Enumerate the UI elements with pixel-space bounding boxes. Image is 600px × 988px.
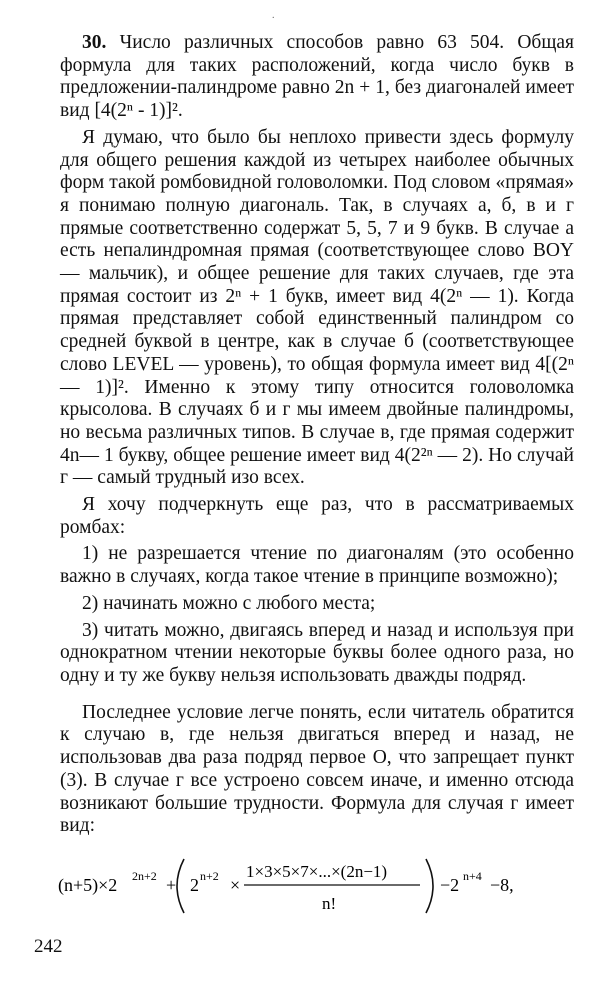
- formula-minus-exponent: n+4: [463, 869, 482, 883]
- list-item-3: 3) читать можно, двигаясь вперед и назад и используя при однократном чтении некоторые буквы более одного раза, но одну и ту же букву нельзя использовать дважды подряд.: [60, 619, 574, 686]
- formula-inner-exponent: n+2: [200, 869, 219, 883]
- formula-times: ×: [230, 875, 241, 895]
- paragraph-30-text: Число различных способов равно 63 504. Общая формула для таких расположений, когда число букв в предложении-палиндроме равно 2n + 1, без диагоналей имеет вид [4(2ⁿ - 1)]².: [60, 32, 574, 122]
- paragraph-30: [60, 32, 574, 123]
- formula-tail: −8,: [490, 875, 514, 895]
- formula-denominator: n!: [322, 894, 337, 913]
- problem-number: 30.: [82, 32, 107, 53]
- paragraph-formulas: Я думаю, что было бы неплохо привести здесь формулу для общего решения каждой из четырех наиболее обычных форм такой ромбовидной головоломки. Под словом «прямая» я понимаю полную диагональ. Так, в случаях а, б, в и г прямые соответственно содержат 5, 5, 7 и 9 букв. В случае а есть непалиндромная прямая (соответствующее слово BOY — мальчик), и общее решение для таких случаев, где эта прямая состоит из 2ⁿ + 1 букв, имеет вид 4(2ⁿ — 1). Когда прямая представляет собой единственный палиндром со средней буквой в центре, как в случае б (соответствующее слово LEVEL — уровень), то общая формула имеет вид 4[(2ⁿ — 1)]². Именно к этому типу относится головоломка крысолова. В случаях б и г мы имеем двойные палиндромы, но весьма различных типов. В случае в, где прямая содержит 4n— 1 букву, общее решение имеет вид 4(2²ⁿ — 2). Но случай г — самый трудный изо всех.: [60, 126, 574, 489]
- list-item-1: 1) не разрешается чтение по диагоналям (это особенно важно в случаях, когда такое чтение в принципе возможно);: [60, 543, 574, 588]
- body-text: [60, 32, 574, 838]
- left-paren: [177, 859, 184, 913]
- page-number: 242: [34, 936, 63, 957]
- top-mark: .: [272, 10, 275, 21]
- paragraph-condition: Последнее условие легче понять, если читатель обратится к случаю в, где нельзя двигаться вперед и назад, не использовав два раза подряд первое O, что запрещает пункт (3). В случае г все устроено совсем иначе, и именно отсюда возникают большие трудности. Формула для случая г имеет вид:: [60, 701, 574, 837]
- list-item-2: 2) начинать можно с любого места;: [82, 592, 376, 614]
- paragraph-emphasis: Я хочу подчеркнуть еще раз, что в рассматриваемых ромбах:: [60, 494, 574, 538]
- formula-lhs: (n+5)×2: [58, 875, 118, 895]
- formula-plus: +: [166, 875, 177, 895]
- formula-numerator: 1×3×5×7×...×(2n−1): [246, 862, 388, 881]
- formula-inner-base: 2: [190, 875, 199, 895]
- case-g-formula: [58, 853, 578, 915]
- right-paren: [426, 859, 433, 913]
- formula-lhs-exponent: 2n+2: [132, 869, 157, 883]
- formula-minus-term: −2: [440, 875, 460, 895]
